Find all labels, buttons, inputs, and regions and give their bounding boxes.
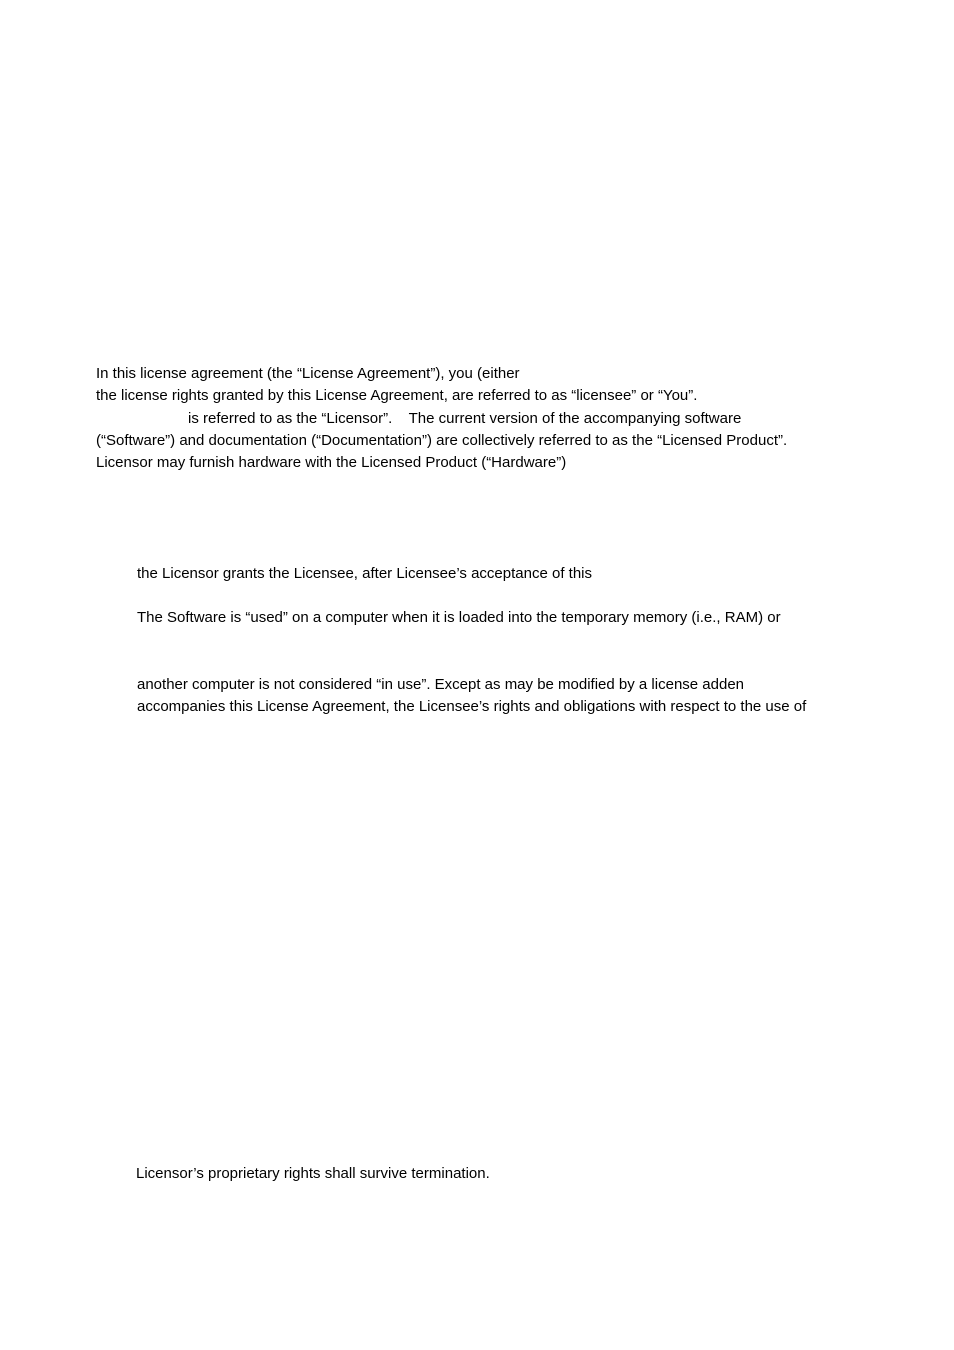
intro-line-2: the license rights granted by this License Agreement, are referred to as “licensee” or “You”. <box>96 387 698 404</box>
intro-line-3: is referred to as the “Licensor”. The current version of the accompanying software <box>188 410 742 427</box>
clause-use-definition-line: The Software is “used” on a computer when it is loaded into the temporary memory (i.e., RAM) or <box>137 609 781 626</box>
clause-grant-line: the Licensor grants the Licensee, after Licensee’s acceptance of this <box>137 565 593 582</box>
intro-line-5: Licensor may furnish hardware with the Licensed Product (“Hardware”) <box>96 454 567 471</box>
clause-rights-line: accompanies this License Agreement, the Licensee’s rights and obligations with respect to the use of <box>137 698 807 715</box>
clause-survival-line: Licensor’s proprietary rights shall survive termination. <box>136 1165 490 1182</box>
intro-line-1: In this license agreement (the “License Agreement”), you (either <box>96 365 520 382</box>
clause-not-in-use-line: another computer is not considered “in use”. Except as may be modified by a license adden <box>137 676 745 693</box>
intro-line-4: (“Software”) and documentation (“Documentation”) are collectively referred to as the “Licensed Product”. <box>96 432 788 449</box>
